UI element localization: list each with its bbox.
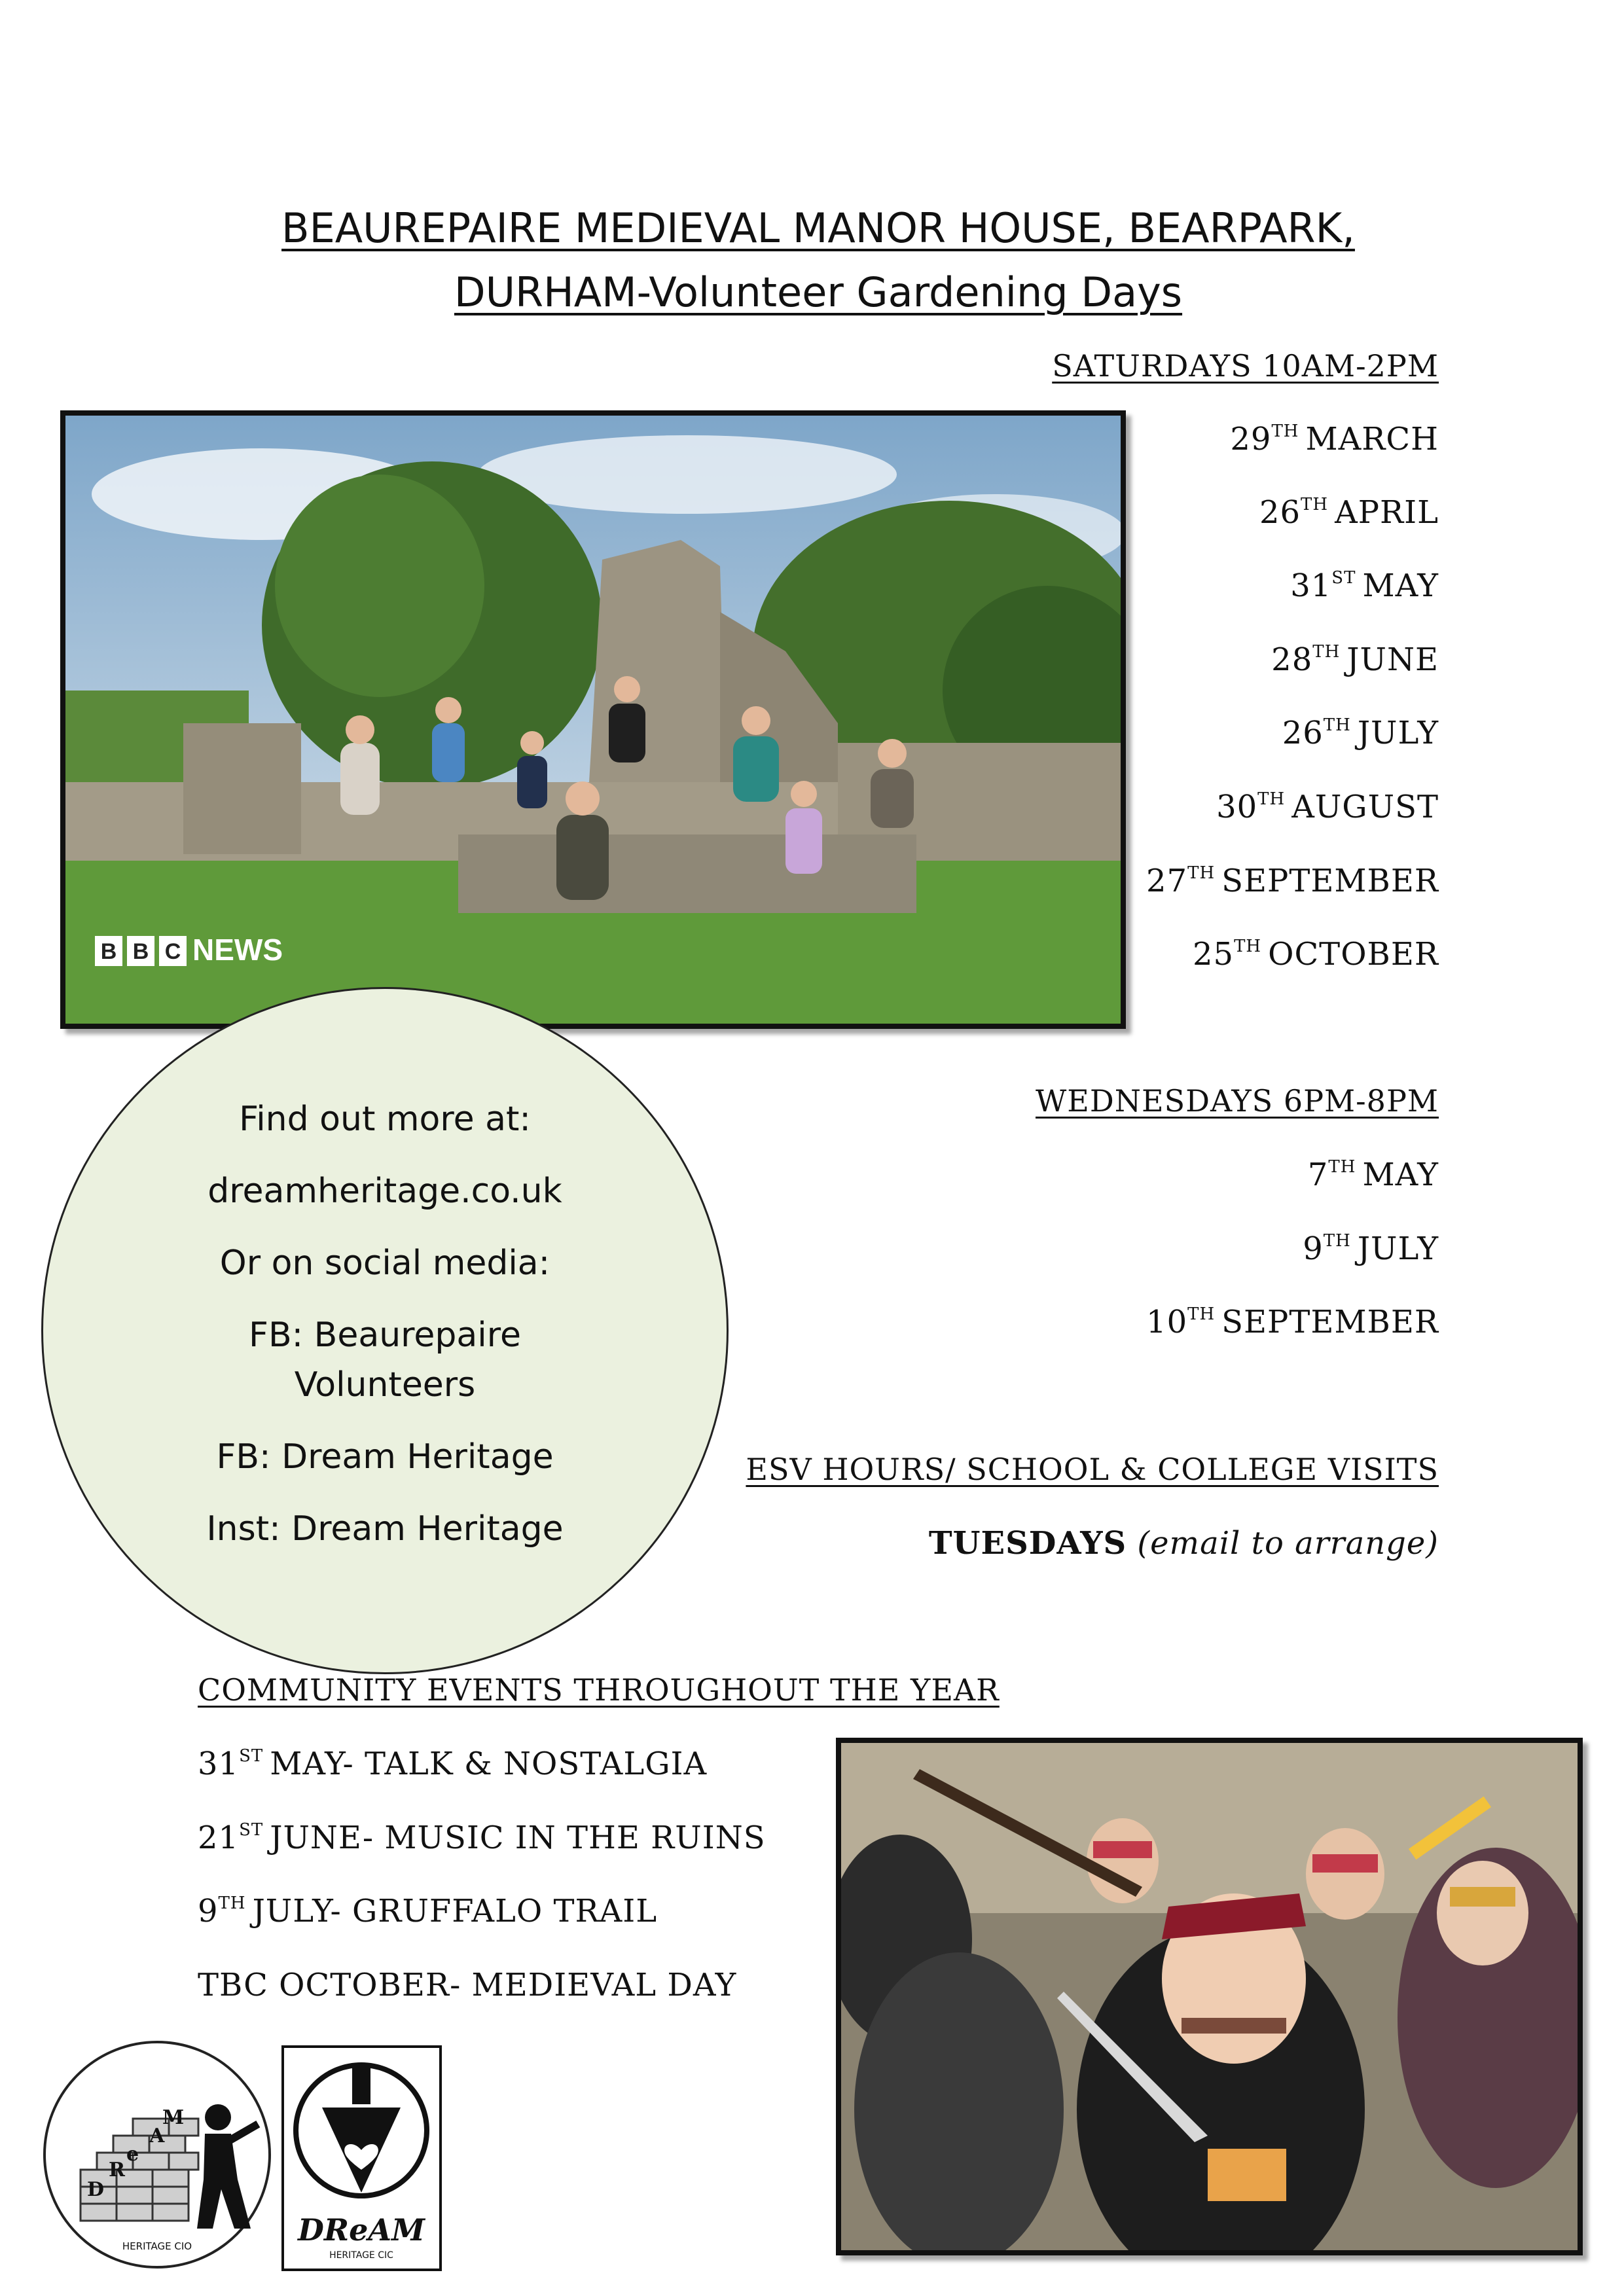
bbc-letter-1: B [100, 939, 117, 964]
community-event: 9TH JULY- GRUFFALO TRAIL [198, 1893, 658, 1929]
logo-letter-d: D [87, 2178, 105, 2201]
logo-letter-a: A [149, 2125, 165, 2147]
dream-heritage-cic-logo [281, 2045, 442, 2271]
saturday-date: 30TH AUGUST [1216, 789, 1439, 825]
saturdays-heading: SATURDAYS 10AM-2PM [1052, 348, 1439, 384]
logo-letter-r: R [109, 2159, 125, 2181]
wednesday-date: 7TH MAY [1307, 1157, 1439, 1193]
ruins-photo [60, 410, 1126, 1029]
community-event: 21ST JUNE- MUSIC IN THE RUINS [198, 1820, 766, 1856]
bbc-news-word: NEWS [192, 933, 283, 967]
saturday-date: 26TH JULY [1282, 715, 1439, 751]
logo-letter-e: e [126, 2143, 139, 2166]
saturday-date: 25TH OCTOBER [1193, 936, 1439, 973]
social-media-label: Or on social media: [219, 1244, 550, 1283]
wednesday-date: 9TH JULY [1303, 1230, 1439, 1267]
bbc-letter-3: C [164, 939, 181, 964]
facebook-beaurepaire-line-1: FB: Beaurepaire [249, 1316, 521, 1355]
saturday-date: 26TH APRIL [1259, 494, 1439, 531]
community-heading: COMMUNITY EVENTS THROUGHOUT THE YEAR [198, 1672, 1000, 1708]
page-title-line-2: DURHAM-Volunteer Gardening Days [454, 268, 1183, 316]
saturday-date: 27TH SEPTEMBER [1146, 863, 1439, 899]
saturday-date: 31ST MAY [1290, 567, 1439, 604]
saturday-date: 28TH JUNE [1271, 641, 1439, 678]
esv-heading: ESV HOURS/ SCHOOL & COLLEGE VISITS [746, 1452, 1439, 1487]
logo-letter-m: M [162, 2106, 185, 2129]
wednesday-date: 10TH SEPTEMBER [1146, 1304, 1439, 1340]
bbc-letter-2: B [132, 939, 149, 964]
community-event: 31ST MAY- TALK & NOSTALGIA [198, 1746, 708, 1782]
logo-cio-caption: HERITAGE CIO [122, 2240, 192, 2252]
wednesdays-heading: WEDNESDAYS 6PM-8PM [1036, 1083, 1439, 1119]
facebook-dream-heritage: FB: Dream Heritage [216, 1437, 554, 1477]
esv-tuesdays: TUESDAYS (email to arrange) [928, 1525, 1439, 1562]
saturday-date: 29TH MARCH [1230, 421, 1439, 457]
children-costume-photo [836, 1738, 1583, 2255]
logo-cic-caption: HERITAGE CIC [329, 2250, 393, 2261]
find-out-more-label: Find out more at: [239, 1100, 531, 1139]
facebook-beaurepaire-line-2: Volunteers [294, 1365, 476, 1405]
page-title-line-1: BEAUREPAIRE MEDIEVAL MANOR HOUSE, BEARPARK, [281, 204, 1355, 252]
website-link[interactable]: dreamheritage.co.uk [208, 1172, 562, 1211]
logo-cic-word: DReAM [298, 2212, 425, 2248]
community-event: TBC OCTOBER- MEDIEVAL DAY [198, 1967, 737, 2003]
instagram-dream-heritage: Inst: Dream Heritage [206, 1509, 564, 1549]
dream-heritage-cio-logo [41, 2039, 274, 2271]
